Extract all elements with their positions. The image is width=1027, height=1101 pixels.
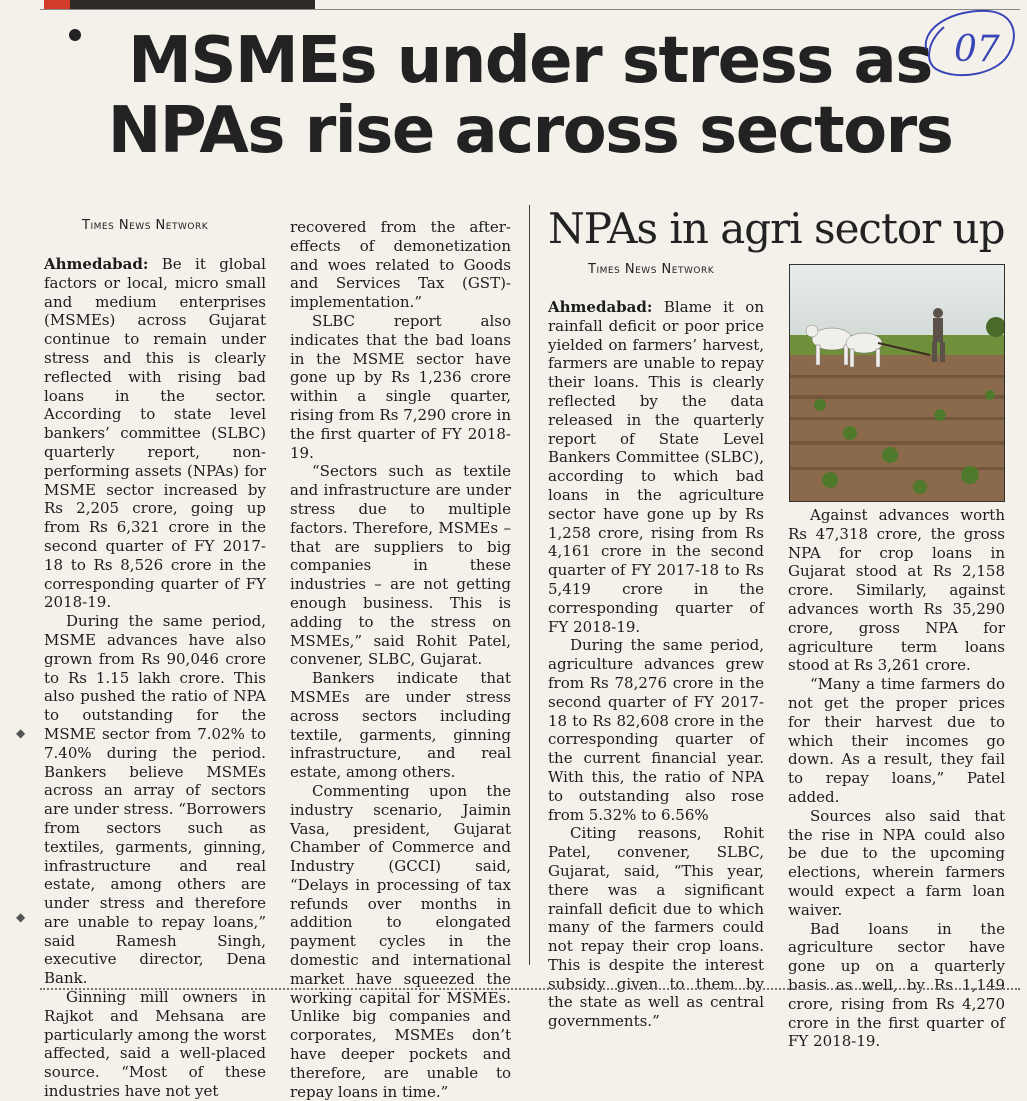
article2-col2-paragraph2: “Many a time farmers do not get the proper prices for their harvest due to which their incomes go down. As a result, they fail to repay loans,” Patel added. — [788, 675, 1005, 806]
article2-column1 — [548, 298, 764, 1031]
article1-col2-paragraph1: recovered from the after-effects of demonetization and woes related to Goods and Services Tax (GST)-implementation.” — [290, 218, 511, 312]
farmer-ploughing-photo — [789, 264, 1005, 502]
handwritten-circle-mark — [918, 5, 1022, 83]
page-top-bar — [40, 0, 1020, 10]
article2-byline: Times News Network — [588, 262, 715, 277]
article2-col2-paragraph1: Against advances worth Rs 47,318 crore, the gross NPA for crop loans in Gujarat stood at Rs 2,158 crore. Similarly, against advances worth Rs 35,290 crore, gross NPA for agriculture term loans stood at Rs 3,261 crore. — [788, 506, 1005, 675]
bullet-dot — [69, 29, 81, 41]
article1-col1-paragraph2: During the same period, MSME advances have also grown from Rs 90,046 crore to Rs 1.15 lakh crore. This also pushed the ratio of NPA to outstanding for the MSME sector from 7.02% to 7.40% during the period. Bankers believe MSMEs across an array of sectors are under stress. “Borrowers from sectors such as textiles, garments, ginning, infrastructure and real estate, among others are under stress and therefore are unable to repay loans,” said Ramesh Singh, executive director, Dena Bank. — [44, 612, 266, 988]
article1-dateline: Ahmedabad: — [44, 255, 149, 273]
article1-col1-p1-text: Be it global factors or local, micro small and medium enterprises (MSMEs) across Gujarat continue to remain under stress and this is clearly reflected with rising bad loans in the sector. According to state level bankers’ committee (SLBC) quarterly report, non-performing assets (NPAs) for MSME sector increased by Rs 2,205 crore, going up from Rs 6,321 crore in the second quarter of FY 2017-18 to Rs 8,526 crore in the corresponding quarter of FY 2018-19. — [44, 255, 266, 612]
article2-title: NPAs in agri sector up — [548, 204, 1005, 253]
article2-col2-paragraph4: Bad loans in the agriculture sector have gone up on a quarterly basis as well, by Rs 1,149 crore, rising from Rs 4,270 crore in the first quarter of FY 2018-19. — [788, 919, 1005, 1051]
margin-mark: ◆ — [16, 726, 26, 740]
article1-column1 — [44, 255, 266, 1101]
article1-col1-paragraph3: Ginning mill owners in Rajkot and Mehsana are particularly among the worst affected, said a well-placed source. “Most of these industries have not yet — [44, 988, 266, 1101]
bottom-dotted-rule — [40, 988, 1020, 990]
article1-col1-paragraph1 — [44, 255, 266, 612]
article2-col1-paragraph2: During the same period, agriculture advances grew from Rs 78,276 crore in the second quarter of FY 2017-18 to Rs 82,608 crore in the corresponding quarter of the current financial year. With this, the ratio of NPA to outstanding also rose from 5.32% to 6.56% — [548, 636, 764, 824]
article1-col2-paragraph2: SLBC report also indicates that the bad loans in the MSME sector have gone up by Rs 1,236 crore within a single quarter, rising from Rs 7,290 crore in the first quarter of FY 2018-19. — [290, 311, 511, 462]
article1-byline: Times News Network — [82, 218, 209, 233]
article2-dateline: Ahmedabad: — [548, 298, 653, 316]
masthead-red-strip — [44, 0, 70, 9]
article1-column2 — [290, 218, 511, 1101]
margin-mark: ◆ — [16, 910, 26, 924]
article2-col2-paragraph3: Sources also said that the rise in NPA could also be due to the upcoming elections, wherein farmers would expect a farm loan waiver. — [788, 806, 1005, 919]
article2-col1-paragraph3: Citing reasons, Rohit Patel, convener, SLBC, Gujarat, said, “This year, there was a significant rainfall deficit due to which many of the farmers could not repay their crop loans. This is despite the interest subsidy given to them by the state as well as central governments.” — [548, 824, 764, 1031]
article1-col2-paragraph3: “Sectors such as textile and infrastructure are under stress due to multiple factors. Therefore, MSMEs – that are suppliers to big companies in these industries – are not getting enough business. This is adding to the stress on MSMEs,” said Rohit Patel, convener, SLBC, Gujarat. — [290, 462, 511, 669]
article2-col1-p1-text: Blame it on rainfall deficit or poor price yielded on farmers’ harvest, farmers are unable to repay their loans. This is clearly reflected by the data released in the quarterly report of State Level Bankers Committee (SLBC), according to which bad loans in the agriculture sector have gone up by Rs 1,258 crore, rising from Rs 4,161 crore in the second quarter of FY 2017-18 to Rs 5,419 crore in the corresponding quarter of FY 2018-19. — [548, 298, 764, 636]
article2-col1-paragraph1 — [548, 298, 764, 636]
masthead-dark-strip — [70, 0, 315, 9]
farm-field-image — [790, 265, 1004, 501]
headline: MSMEs under stress as NPAs rise across sectors — [107, 24, 953, 168]
article2-column2 — [788, 506, 1005, 1051]
article1-col2-paragraph4: Bankers indicate that MSMEs are under stress across sectors including textile, garments, ginning infrastructure, and real estate, among others. — [290, 669, 511, 782]
handwritten-number: 07 — [954, 29, 1000, 70]
column-divider — [529, 205, 530, 965]
article1-col2-paragraph5: Commenting upon the industry scenario, Jaimin Vasa, president, Gujarat Chamber of Commerce and Industry (GCCI) said, “Delays in processing of tax refunds over months in addition to elongated payment cycles in the domestic and international market have squeezed the working capital for MSMEs. Unlike big companies and corporates, MSMEs don’t have deeper pockets and therefore, are unable to repay loans in time.” — [290, 781, 511, 1101]
